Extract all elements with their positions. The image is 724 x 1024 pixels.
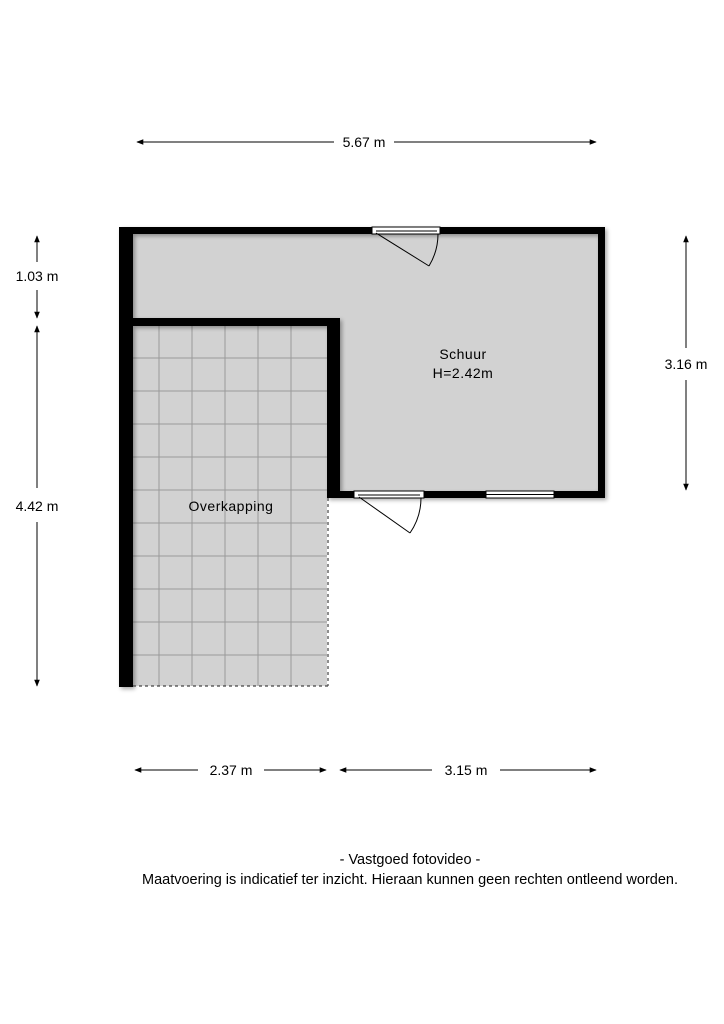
room-label-overkapping: Overkapping	[188, 498, 274, 514]
dim-bottom-right-width: 3.15 m	[444, 762, 488, 778]
footer-disclaimer: Maatvoering is indicatief ter inzicht. Hieraan kunnen geen rechten ontleend worden.	[141, 872, 679, 888]
footer-brand: - Vastgoed fotovideo -	[339, 852, 481, 868]
bottom-window	[486, 491, 554, 498]
dim-left-depth: 4.42 m	[15, 498, 59, 514]
dim-right-depth: 3.16 m	[664, 356, 708, 372]
room-label-schuur: Schuur	[439, 346, 487, 362]
dim-top-left-depth: 1.03 m	[15, 268, 59, 284]
room-height-schuur: H=2.42m	[432, 365, 494, 381]
dim-total-width: 5.67 m	[342, 134, 386, 150]
dim-bottom-left-width: 2.37 m	[209, 762, 253, 778]
bottom-door	[354, 491, 424, 533]
